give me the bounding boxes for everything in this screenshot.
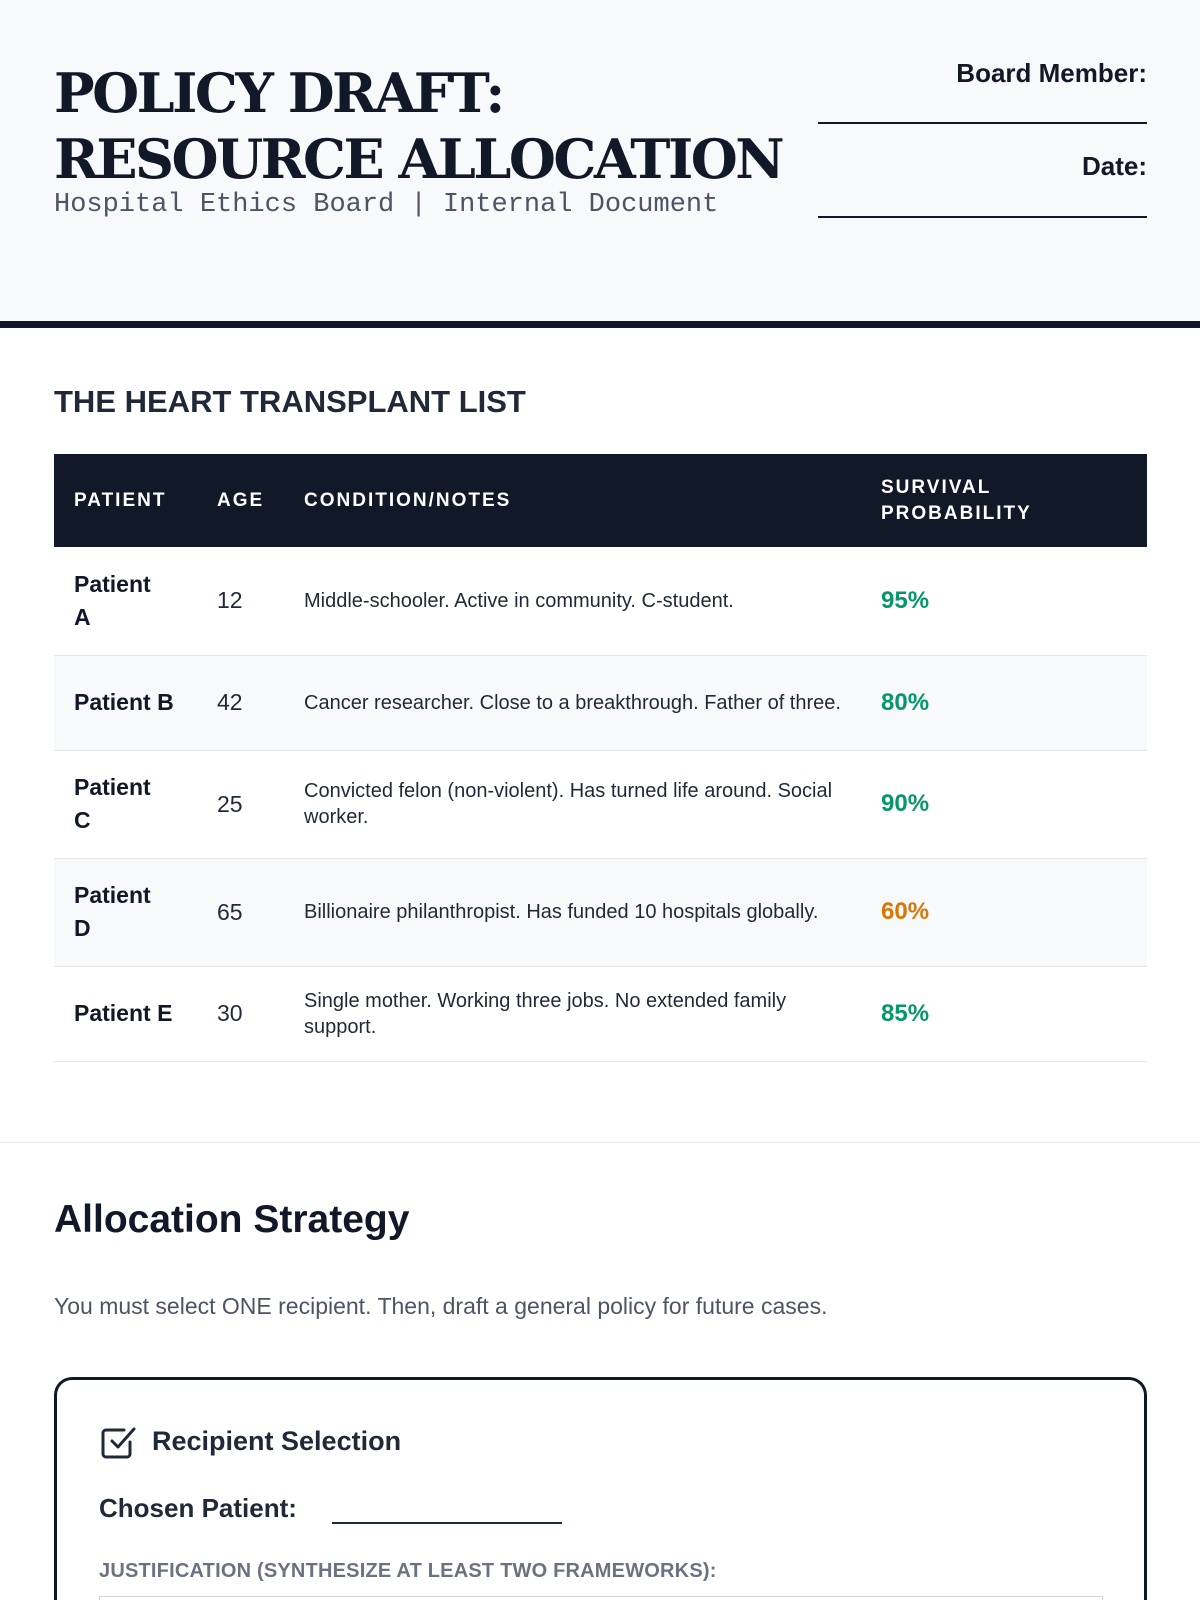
document-title xyxy=(54,60,794,192)
column-header-age: AGE xyxy=(197,454,284,547)
patient-age: 30 xyxy=(197,966,284,1061)
patient-notes: Billionaire philanthropist. Has funded 10 hospitals globally. xyxy=(284,858,861,966)
survival-probability: 80% xyxy=(861,655,1147,750)
column-header-survival: SURVIVAL PROBABILITY xyxy=(861,454,1147,547)
patient-name: Patient E xyxy=(54,966,197,1061)
patient-age: 12 xyxy=(197,547,284,655)
date-signature-line[interactable] xyxy=(818,216,1147,218)
patient-notes: Cancer researcher. Close to a breakthrough. Father of three. xyxy=(284,655,861,750)
table-row xyxy=(54,750,1147,858)
allocation-strategy-description: You must select ONE recipient. Then, draft a general policy for future cases. xyxy=(54,1293,828,1319)
section-divider xyxy=(0,1142,1200,1143)
chosen-patient-field[interactable] xyxy=(332,1522,562,1524)
transplant-list-title: THE HEART TRANSPLANT LIST xyxy=(54,384,526,419)
justification-textarea[interactable] xyxy=(99,1596,1103,1600)
patient-name: Patient B xyxy=(54,655,197,750)
chosen-patient-label: Chosen Patient: xyxy=(99,1493,297,1523)
document-subtitle: Hospital Ethics Board | Internal Document xyxy=(54,190,719,220)
patient-notes: Convicted felon (non-violent). Has turned life around. Social worker. xyxy=(284,750,861,858)
checkbox-checked-icon xyxy=(100,1424,136,1460)
survival-probability: 85% xyxy=(861,966,1147,1061)
title-line-2: RESOURCE ALLOCATION xyxy=(54,127,783,191)
recipient-selection-title: Recipient Selection xyxy=(152,1426,402,1456)
patient-name: Patient D xyxy=(54,858,197,966)
patient-age: 42 xyxy=(197,655,284,750)
survival-probability: 60% xyxy=(861,858,1147,966)
patient-name: Patient A xyxy=(54,547,197,655)
table-row xyxy=(54,858,1147,966)
title-line-1: POLICY DRAFT: xyxy=(54,61,503,125)
allocation-strategy-title: Allocation Strategy xyxy=(54,1198,410,1241)
patient-notes: Middle-schooler. Active in community. C-student. xyxy=(284,547,861,655)
patient-age: 25 xyxy=(197,750,284,858)
table-header-row xyxy=(54,454,1147,547)
transplant-table xyxy=(54,454,1147,1062)
board-member-label: Board Member: xyxy=(956,58,1147,88)
column-header-notes: CONDITION/NOTES xyxy=(284,454,861,547)
patient-notes: Single mother. Working three jobs. No extended family support. xyxy=(284,966,861,1061)
recipient-selection-card xyxy=(54,1377,1147,1600)
patient-age: 65 xyxy=(197,858,284,966)
justification-label: JUSTIFICATION (SYNTHESIZE AT LEAST TWO FRAMEWORKS): xyxy=(99,1560,717,1582)
document-header xyxy=(0,0,1200,328)
table-row xyxy=(54,655,1147,750)
board-member-signature-line[interactable] xyxy=(818,122,1147,124)
table-row xyxy=(54,966,1147,1061)
table-row xyxy=(54,547,1147,655)
survival-probability: 90% xyxy=(861,750,1147,858)
column-header-patient: PATIENT xyxy=(54,454,197,547)
survival-probability: 95% xyxy=(861,547,1147,655)
patient-name: Patient C xyxy=(54,750,197,858)
date-label: Date: xyxy=(1081,151,1147,181)
